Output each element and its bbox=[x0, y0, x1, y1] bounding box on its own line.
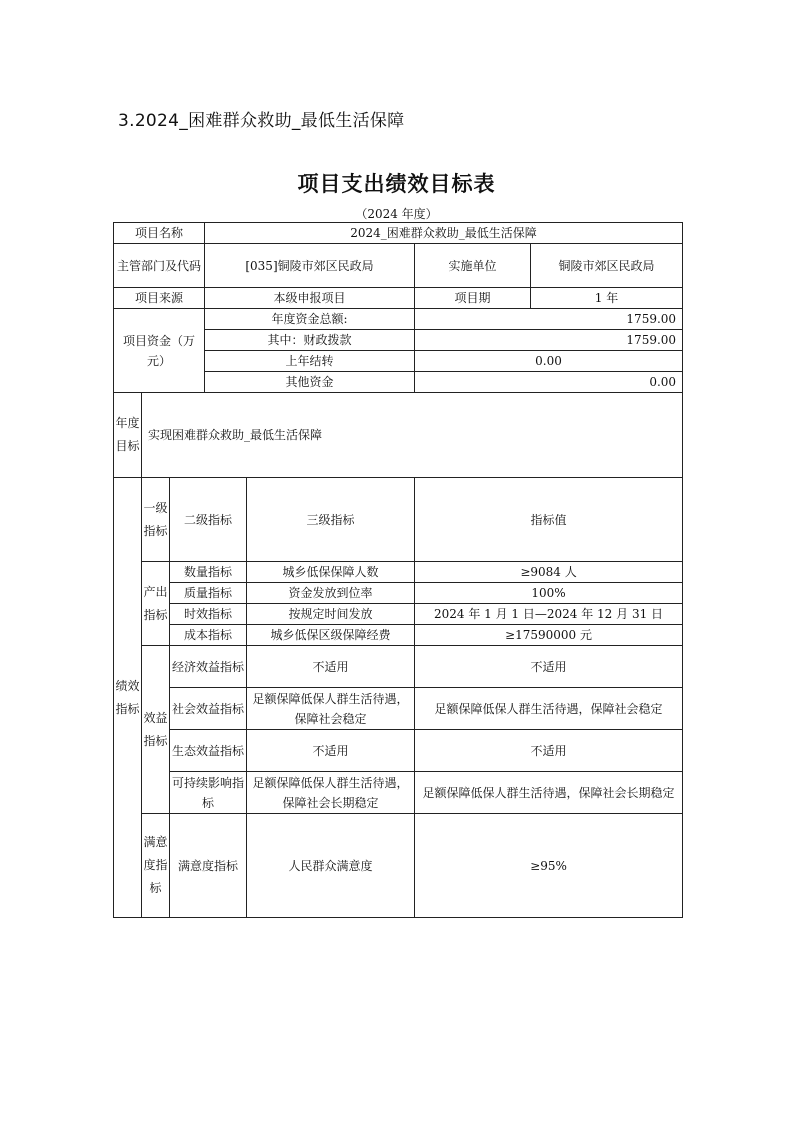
benefit-value: 不适用 bbox=[415, 730, 683, 772]
header-level1: 一级指标 bbox=[142, 478, 170, 562]
output-l3: 城乡低保区级保障经费 bbox=[247, 625, 415, 646]
row-department bbox=[114, 244, 683, 288]
row-funds-total bbox=[114, 309, 683, 330]
table-row bbox=[114, 688, 683, 730]
funds-fiscal-label: 其中：财政拨款 bbox=[205, 330, 415, 351]
row-annual-goal bbox=[114, 393, 683, 478]
satisfaction-l2: 满意度指标 bbox=[170, 814, 247, 918]
benefit-l3: 足额保障低保人群生活待遇，保障社会长期稳定 bbox=[247, 772, 415, 814]
output-l2: 时效指标 bbox=[170, 604, 247, 625]
table-row bbox=[114, 646, 683, 688]
table-row bbox=[114, 562, 683, 583]
performance-target-table bbox=[113, 222, 683, 918]
output-l2: 成本指标 bbox=[170, 625, 247, 646]
period-value: 1 年 bbox=[531, 288, 683, 309]
satisfaction-value: ≥95% bbox=[415, 814, 683, 918]
satisfaction-l3: 人民群众满意度 bbox=[247, 814, 415, 918]
output-value: 2024 年 1 月 1 日—2024 年 12 月 31 日 bbox=[415, 604, 683, 625]
funds-carryover-label: 上年结转 bbox=[205, 351, 415, 372]
funds-other-label: 其他资金 bbox=[205, 372, 415, 393]
header-value: 指标值 bbox=[415, 478, 683, 562]
impl-value: 铜陵市郊区民政局 bbox=[531, 244, 683, 288]
output-label: 产出指标 bbox=[142, 562, 170, 646]
row-project-name bbox=[114, 223, 683, 244]
funds-label: 项目资金（万元） bbox=[114, 309, 205, 393]
row-indicator-header bbox=[114, 478, 683, 562]
dept-label: 主管部门及代码 bbox=[114, 244, 205, 288]
benefit-l2: 经济效益指标 bbox=[170, 646, 247, 688]
table-row bbox=[114, 625, 683, 646]
funds-carryover-value: 0.00 bbox=[415, 351, 683, 372]
benefit-l2: 社会效益指标 bbox=[170, 688, 247, 730]
table-row bbox=[114, 730, 683, 772]
source-label: 项目来源 bbox=[114, 288, 205, 309]
project-name-value: 2024_困难群众救助_最低生活保障 bbox=[205, 223, 683, 244]
table-row bbox=[114, 814, 683, 918]
table-title: 项目支出绩效目标表 bbox=[297, 172, 496, 196]
output-l3: 按规定时间发放 bbox=[247, 604, 415, 625]
perf-label: 绩效指标 bbox=[114, 478, 142, 918]
funds-other-value: 0.00 bbox=[415, 372, 683, 393]
table-row bbox=[114, 604, 683, 625]
output-value: ≥17590000 元 bbox=[415, 625, 683, 646]
goal-label: 年度目标 bbox=[114, 393, 142, 478]
table-row bbox=[114, 583, 683, 604]
output-l2: 质量指标 bbox=[170, 583, 247, 604]
benefit-l3: 不适用 bbox=[247, 646, 415, 688]
benefit-l3: 足额保障低保人群生活待遇，保障社会稳定 bbox=[247, 688, 415, 730]
benefit-l2: 生态效益指标 bbox=[170, 730, 247, 772]
section-heading: 3.2024_困难群众救助_最低生活保障 bbox=[118, 111, 405, 131]
output-l3: 城乡低保保障人数 bbox=[247, 562, 415, 583]
funds-total-label: 年度资金总额: bbox=[205, 309, 415, 330]
row-source bbox=[114, 288, 683, 309]
output-l2: 数量指标 bbox=[170, 562, 247, 583]
benefit-value: 足额保障低保人群生活待遇，保障社会长期稳定 bbox=[415, 772, 683, 814]
dept-value: [035]铜陵市郊区民政局 bbox=[205, 244, 415, 288]
benefit-value: 足额保障低保人群生活待遇，保障社会稳定 bbox=[415, 688, 683, 730]
header-level2: 二级指标 bbox=[170, 478, 247, 562]
benefit-label: 效益指标 bbox=[142, 646, 170, 814]
benefit-l3: 不适用 bbox=[247, 730, 415, 772]
goal-value: 实现困难群众救助_最低生活保障 bbox=[142, 393, 683, 478]
funds-total-value: 1759.00 bbox=[415, 309, 683, 330]
benefit-l2: 可持续影响指标 bbox=[170, 772, 247, 814]
period-label: 项目期 bbox=[415, 288, 531, 309]
header-level3: 三级指标 bbox=[247, 478, 415, 562]
source-value: 本级申报项目 bbox=[205, 288, 415, 309]
table-row bbox=[114, 772, 683, 814]
fiscal-year: （2024 年度） bbox=[355, 207, 438, 221]
output-value: 100% bbox=[415, 583, 683, 604]
funds-fiscal-value: 1759.00 bbox=[415, 330, 683, 351]
satisfaction-label: 满意度指标 bbox=[142, 814, 170, 918]
impl-label: 实施单位 bbox=[415, 244, 531, 288]
output-value: ≥9084 人 bbox=[415, 562, 683, 583]
output-l3: 资金发放到位率 bbox=[247, 583, 415, 604]
benefit-value: 不适用 bbox=[415, 646, 683, 688]
project-name-label: 项目名称 bbox=[114, 223, 205, 244]
